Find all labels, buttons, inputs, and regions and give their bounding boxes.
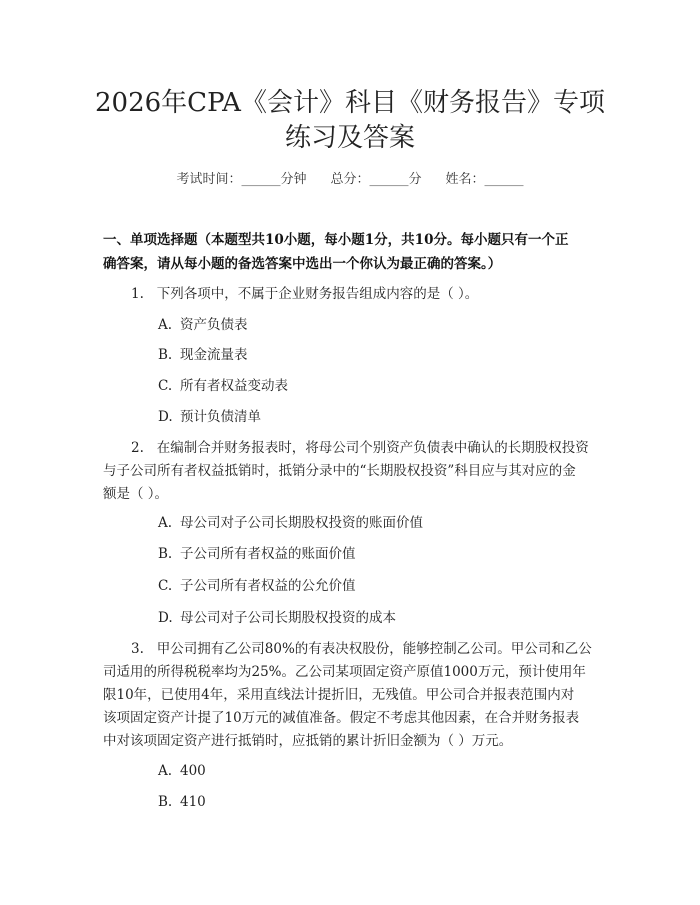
- option-letter: B.: [158, 546, 173, 562]
- section-heading-line-2: 确答案，请从每小题的备选答案中选出一个你认为最正确的答案。）: [103, 256, 502, 272]
- question-3-option-a[interactable]: [158, 760, 206, 782]
- question-2-option-c[interactable]: [158, 575, 356, 597]
- option-text: 所有者权益变动表: [180, 378, 288, 394]
- question-1-option-a[interactable]: [158, 314, 248, 336]
- question-3-stem-line-4: 该项固定资产计提了10万元的减值准备。假定不考虑其他因素，在合并财务报表: [103, 710, 580, 726]
- option-letter: A.: [158, 763, 173, 779]
- option-letter: C.: [158, 578, 173, 594]
- exam-info-line: [0, 168, 700, 187]
- question-2-number: 2.: [131, 440, 144, 456]
- option-letter: A.: [158, 515, 173, 531]
- question-3-line-1: 甲公司拥有乙公司80%的有表决权股份，能够控制乙公司。甲公司和乙公: [156, 641, 592, 657]
- question-3-number: 3.: [131, 641, 144, 657]
- section-heading-line-1: 一、单项选择题（本题型共10小题，每小题1分，共10分。每小题只有一个正: [103, 232, 569, 248]
- question-1-option-c[interactable]: [158, 375, 288, 397]
- option-text: 410: [180, 794, 206, 810]
- question-3-stem-line-3: 限10年，已使用4年，采用直线法计提折旧，无残值。甲公司合并报表范围内对: [103, 687, 575, 703]
- question-1-stem: [103, 283, 609, 306]
- option-text: 母公司对子公司长期股权投资的账面价值: [180, 515, 423, 531]
- question-2-option-d[interactable]: [158, 607, 396, 629]
- option-letter: B.: [158, 794, 173, 810]
- option-text: 母公司对子公司长期股权投资的成本: [180, 610, 396, 626]
- question-3-stem-line-2: 司适用的所得税税率均为25%。乙公司某项固定资产原值1000万元，预计使用年: [103, 664, 586, 680]
- option-text: 资产负债表: [180, 317, 248, 333]
- question-1-line-1: 下列各项中，不属于企业财务报告组成内容的是（ ）。: [156, 286, 479, 302]
- option-letter: A.: [158, 317, 173, 333]
- total-score-label: 总分：______分: [330, 172, 422, 187]
- option-text: 现金流量表: [180, 347, 248, 363]
- question-2-stem: [103, 437, 609, 460]
- question-2-stem-line-3: 额是（ ）。: [103, 486, 169, 502]
- question-2-stem-line-2: 与子公司所有者权益抵销时，抵销分录中的“长期股权投资”科目应与其对应的金: [103, 463, 576, 479]
- option-text: 子公司所有者权益的公允价值: [180, 578, 356, 594]
- option-letter: D.: [158, 610, 173, 626]
- question-1-option-b[interactable]: [158, 344, 248, 366]
- document-title-line-1: 2026年CPA《会计》科目《财务报告》专项: [95, 88, 605, 118]
- option-letter: D.: [158, 409, 173, 425]
- question-3-stem: [103, 638, 609, 661]
- question-2-option-a[interactable]: [158, 512, 423, 534]
- option-text: 子公司所有者权益的账面价值: [180, 546, 356, 562]
- exam-time-label: 考试时间：______分钟: [176, 172, 307, 187]
- name-label: 姓名：______: [445, 172, 524, 187]
- option-letter: B.: [158, 347, 173, 363]
- option-letter: C.: [158, 378, 173, 394]
- question-3-option-b[interactable]: [158, 791, 206, 813]
- document-title-line-2: 练习及答案: [284, 123, 415, 153]
- question-1-option-d[interactable]: [158, 406, 261, 428]
- option-text: 400: [180, 763, 206, 779]
- question-2-line-1: 在编制合并财务报表时，将母公司个别资产负债表中确认的长期股权投资: [156, 440, 589, 456]
- question-2-option-b[interactable]: [158, 543, 356, 565]
- section-heading: [103, 228, 608, 276]
- question-1-number: 1.: [131, 286, 144, 302]
- question-3-stem-line-5: 中对该项固定资产进行抵销时，应抵销的累计折旧金额为（ ）万元。: [103, 733, 513, 749]
- option-text: 预计负债清单: [180, 409, 261, 425]
